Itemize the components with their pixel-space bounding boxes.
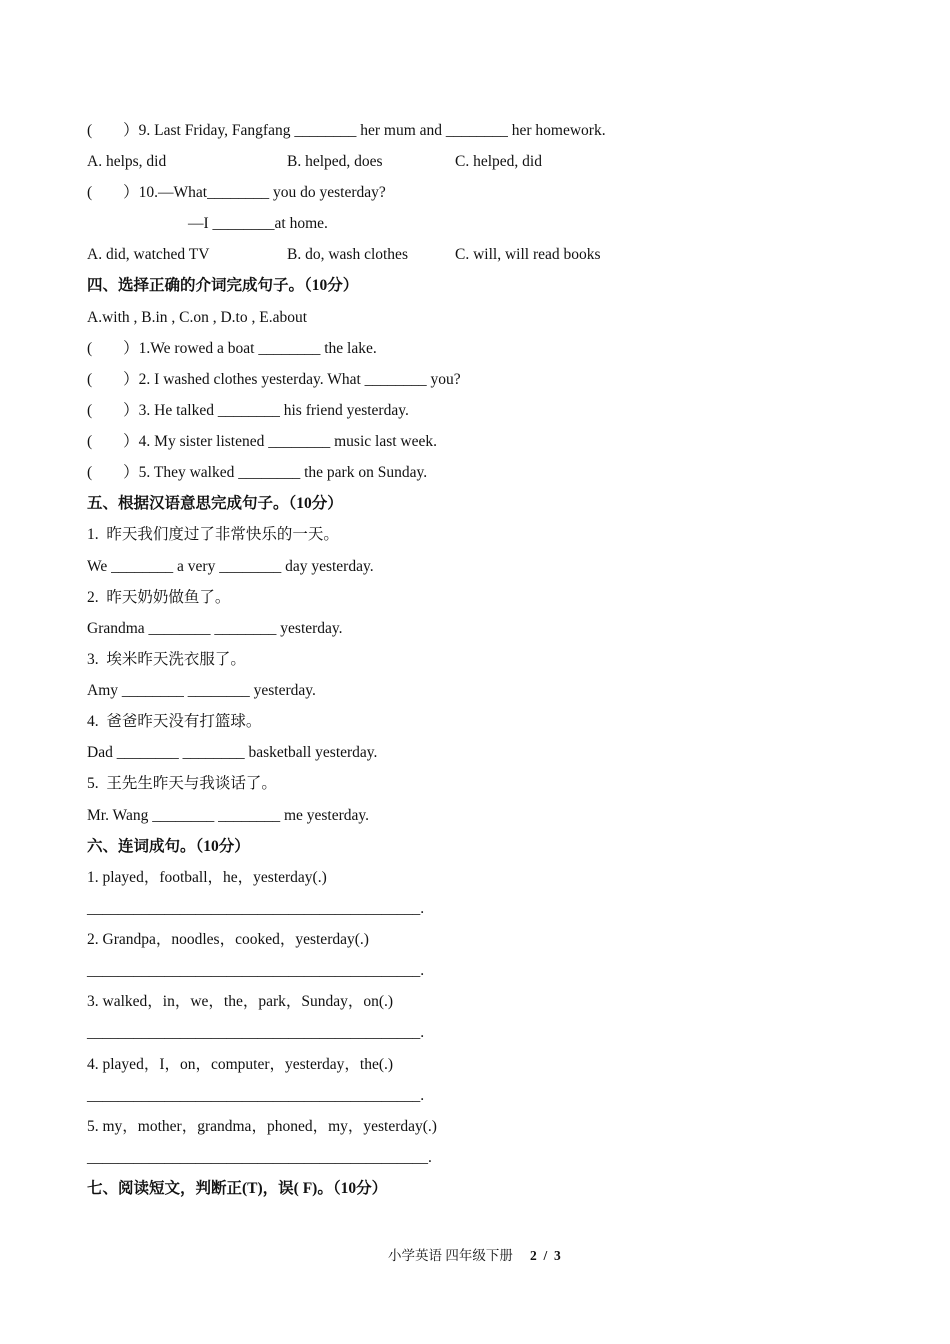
section-5-english: We ________ a very ________ day yesterday. [87, 558, 374, 575]
section-6-words: 2. Grandpa，noodles，cooked，yesterday(.) [87, 931, 369, 948]
section-6-answer-line: ___________________________________________. [87, 1024, 425, 1041]
section-4-choices: A.with , B.in , C.on , D.to , E.about [87, 309, 308, 326]
footer-page-number: 2 / 3 [530, 1248, 561, 1263]
section-6-heading: 六、连词成句。（10分） [87, 838, 250, 855]
section-4-item: ( ）5. They walked ________ the park on Sunday. [87, 464, 428, 481]
question-9-stem: ( ）9. Last Friday, Fangfang ________ her mum and ________ her homework. [87, 122, 606, 139]
question-10-option-a: A. did, watched TV [87, 246, 210, 263]
section-6-words: 1. played，football，he，yesterday(.) [87, 869, 327, 886]
section-5-chinese: 1. 昨天我们度过了非常快乐的一天。 [87, 526, 339, 543]
section-5-english: Amy ________ ________ yesterday. [87, 682, 316, 699]
question-10-option-c: C. will, will read books [455, 246, 601, 263]
question-10-option-b: B. do, wash clothes [287, 246, 408, 263]
section-7-heading: 七、阅读短文，判断正(T)，误( F)。（10分） [87, 1180, 388, 1197]
question-10-answer-line: —I ________at home. [188, 215, 328, 232]
question-9-option-b: B. helped, does [287, 153, 383, 170]
section-6-words: 3. walked，in，we，the，park，Sunday，on(.) [87, 993, 394, 1010]
section-5-english: Mr. Wang ________ ________ me yesterday. [87, 807, 370, 824]
question-10-stem: ( ）10.—What________ you do yesterday? [87, 184, 386, 201]
section-6-answer-line: ___________________________________________. [87, 1087, 425, 1104]
footer-label: 小学英语 四年级下册 [388, 1248, 513, 1263]
section-5-english: Dad ________ ________ basketball yesterday. [87, 744, 378, 761]
section-6-words: 4. played，I，on，computer，yesterday，the(.) [87, 1056, 394, 1073]
section-4-heading: 四、选择正确的介词完成句子。（10分） [87, 277, 359, 294]
section-5-chinese: 2. 昨天奶奶做鱼了。 [87, 589, 231, 606]
section-4-item: ( ）1.We rowed a boat ________ the lake. [87, 340, 377, 357]
section-4-item: ( ）4. My sister listened ________ music last week. [87, 433, 437, 450]
section-4-item: ( ）2. I washed clothes yesterday. What ________ you? [87, 371, 461, 388]
section-4-item: ( ）3. He talked ________ his friend yesterday. [87, 402, 409, 419]
question-9-option-a: A. helps, did [87, 153, 167, 170]
section-5-chinese: 4. 爸爸昨天没有打篮球。 [87, 713, 262, 730]
section-5-english: Grandma ________ ________ yesterday. [87, 620, 343, 637]
section-6-answer-line: ____________________________________________. [87, 1149, 432, 1166]
section-5-chinese: 3. 埃米昨天洗衣服了。 [87, 651, 246, 668]
section-5-heading: 五、根据汉语意思完成句子。（10分） [87, 495, 343, 512]
section-6-answer-line: ___________________________________________. [87, 900, 425, 917]
section-6-words: 5. my，mother，grandma，phoned，my，yesterday(.) [87, 1118, 437, 1135]
question-9-option-c: C. helped, did [455, 153, 542, 170]
section-5-chinese: 5. 王先生昨天与我谈话了。 [87, 775, 277, 792]
section-6-answer-line: ___________________________________________. [87, 962, 425, 979]
